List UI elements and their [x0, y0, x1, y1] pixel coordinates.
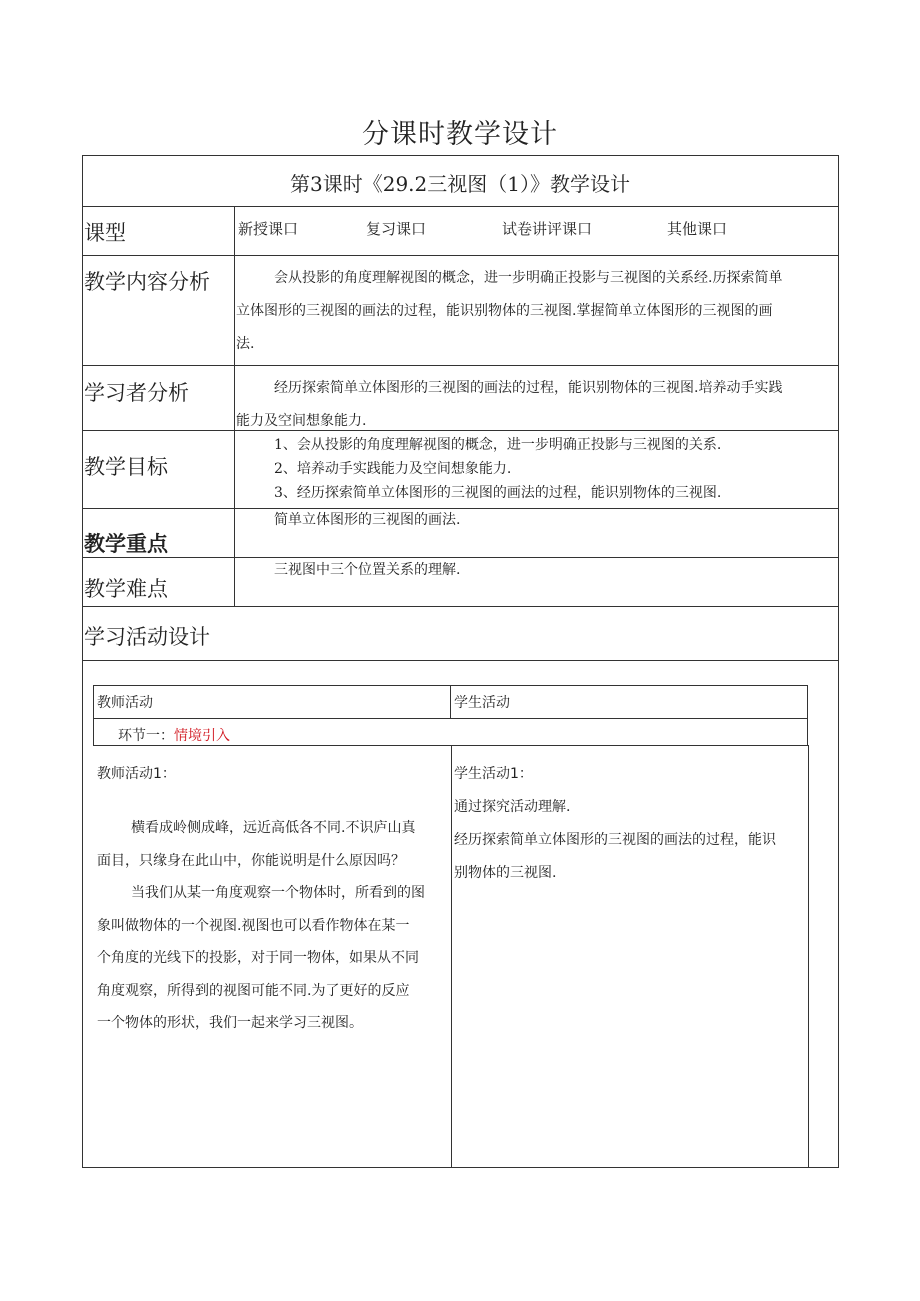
- option-review-lesson: 复习课口: [366, 220, 427, 238]
- stage-heading: [118, 725, 230, 745]
- learner-analysis-label: 学习者分析: [84, 381, 189, 405]
- teacher-activity-header: 教师活动: [97, 695, 153, 711]
- stage-name: 情境引入: [174, 728, 230, 744]
- teacher-line: 象叫做物体的一个视图.视图也可以看作物体在某一: [97, 917, 410, 934]
- difficulty-text: 三视图中三个位置关系的理解.: [274, 562, 461, 578]
- content-analysis-text: [236, 262, 838, 361]
- activity-design-label: 学习活动设计: [84, 625, 210, 649]
- document-title: 分课时教学设计: [362, 119, 558, 150]
- teaching-goals-list: [274, 433, 721, 505]
- student-line: 别物体的三视图.: [454, 865, 557, 881]
- learner-analysis-text: [236, 372, 838, 438]
- teacher-line: 个角度的光线下的投影，对于同一物体，如果从不同: [97, 950, 419, 966]
- lesson-type-label: 课型: [84, 221, 126, 245]
- lesson-subtitle: 第3课时《29.2三视图（1）》教学设计: [290, 172, 630, 196]
- teacher-activity-title: 教师活动1：: [97, 766, 176, 782]
- teacher-line: 面目，只缘身在此山中，你能说明是什么原因吗？: [97, 852, 405, 869]
- option-other-lesson: 其他课口: [667, 220, 728, 238]
- student-line: 通过探究活动理解.: [454, 799, 571, 815]
- student-line: 经历探索简单立体图形的三视图的画法的过程，能识: [454, 832, 776, 848]
- option-new-lesson: 新授课口: [238, 220, 299, 238]
- teacher-line: 角度观察，所得到的视图可能不同.为了更好的反应: [97, 982, 410, 999]
- stage-prefix: 环节一：: [118, 728, 174, 744]
- content-analysis-label: 教学内容分析: [84, 270, 210, 294]
- student-activity-header: 学生活动: [454, 695, 510, 711]
- teacher-activity-text: [97, 812, 449, 1040]
- goal-item: 1、会从投影的角度理解视图的概念，进一步明确正投影与三视图的关系.: [274, 437, 722, 453]
- goal-item: 2、培养动手实践能力及空间想象能力.: [274, 461, 512, 477]
- content-line: 会从投影的角度理解视图的概念，进一步明确正投影与三视图的关系经.历探索简单: [274, 270, 783, 286]
- student-activity-title: 学生活动1：: [454, 766, 533, 782]
- option-exam-review-lesson: 试卷讲评课口: [502, 220, 593, 238]
- goal-item: 3、经历探索简单立体图形的三视图的画法的过程，能识别物体的三视图.: [274, 485, 722, 501]
- learner-line: 能力及空间想象能力.: [236, 413, 367, 429]
- teaching-goals-label: 教学目标: [84, 455, 168, 479]
- key-point-label: 教学重点: [84, 532, 168, 556]
- teacher-line: 横看成岭侧成峰，远近高低各不同.不识庐山真: [131, 820, 416, 836]
- content-line: 立体图形的三视图的画法的过程，能识别物体的三视图.掌握简单立体图形的三视图的画: [236, 303, 773, 319]
- content-line: 法.: [236, 336, 255, 352]
- student-activity-text: [454, 791, 808, 890]
- difficulty-label: 教学难点: [84, 577, 168, 601]
- teacher-line: 当我们从某一角度观察一个物体时，所看到的图: [131, 885, 425, 901]
- learner-line: 经历探索简单立体图形的三视图的画法的过程，能识别物体的三视图.培养动手实践: [274, 380, 783, 396]
- key-point-text: 简单立体图形的三视图的画法.: [274, 512, 461, 528]
- teacher-line: 一个物体的形状，我们一起来学习三视图。: [97, 1015, 363, 1031]
